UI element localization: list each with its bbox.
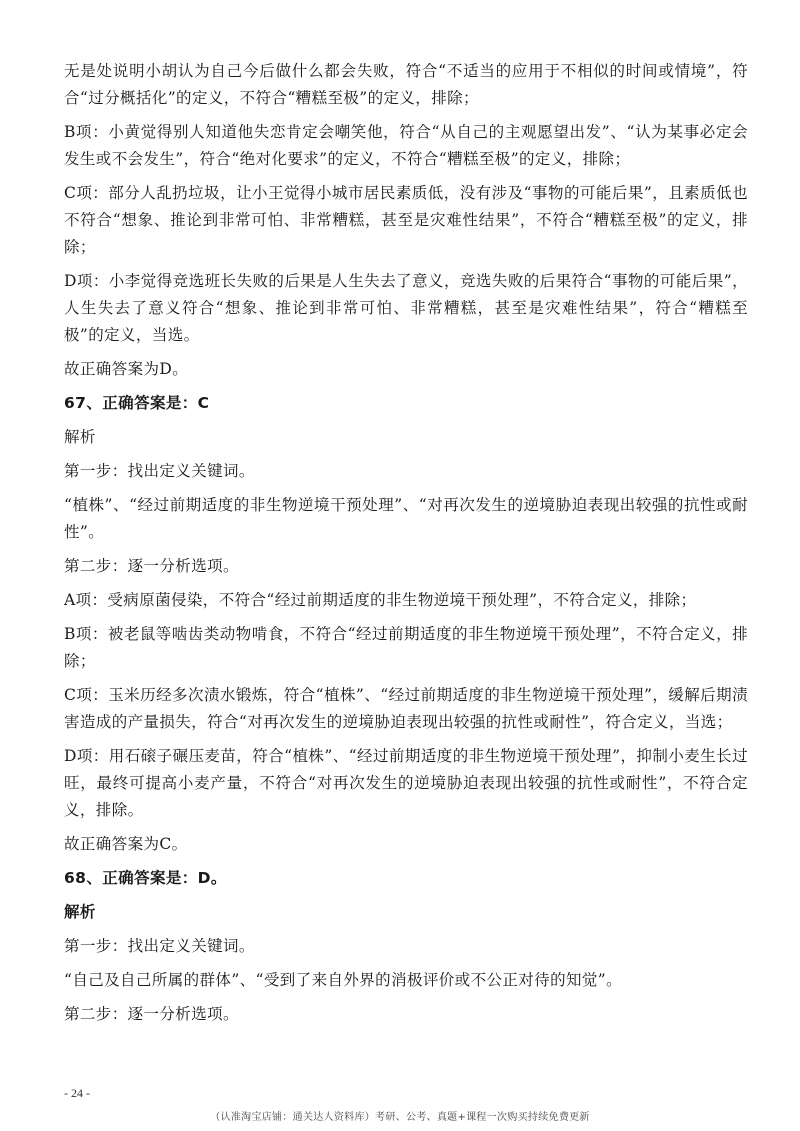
answer-line-66: 故正确答案为D。 <box>64 360 189 378</box>
option-a-67: A项：受病原菌侵染，不符合“经过前期适度的非生物逆境干预处理”，不符合定义，排除； <box>64 591 697 609</box>
question-68-answer-heading: 68、正确答案是：D。 <box>64 869 227 887</box>
question-67-answer-heading: 67、正确答案是：C <box>64 394 210 412</box>
step-one-67: 第一步：找出定义关键词。 <box>64 462 255 480</box>
step-two-68: 第二步：逐一分析选项。 <box>64 1005 239 1023</box>
paragraph-option-a-conclusion: 无是处说明小胡认为自己今后做什么都会失败，符合“不适当的应用于不相似的时间或情境”，符合“过分概括化”的定义，不符合“糟糕至极”的定义，排除； <box>64 62 748 107</box>
keywords-67: “植株”、“经过前期适度的非生物逆境干预处理”、“对再次发生的逆境胁迫表现出较强的抗性或耐性”。 <box>64 496 748 541</box>
analysis-label-67: 解析 <box>64 428 96 446</box>
step-two-67: 第二步：逐一分析选项。 <box>64 557 239 575</box>
step-one-68: 第一步：找出定义关键词。 <box>64 937 255 955</box>
option-c-67: C项：玉米历经多次渍水锻炼，符合“植株”、“经过前期适度的非生物逆境干预处理”，缓解后期渍害造成的产量损失，符合“对再次发生的逆境胁迫表现出较强的抗性或耐性”，符合定义，当选； <box>64 686 748 731</box>
option-d-67: D项：用石磙子碾压麦苗，符合“植株”、“经过前期适度的非生物逆境干预处理”，抑制小麦生长过旺，最终可提高小麦产量，不符合“对再次发生的逆境胁迫表现出较强的抗性或耐性”，不符合定义，排除。 <box>64 747 748 819</box>
document-body <box>64 58 748 1035</box>
paragraph-option-d: D项：小李觉得竞选班长失败的后果是人生失去了意义，竞选失败的后果符合“事物的可能后果”，人生失去了意义符合“想象、推论到非常可怕、非常糟糕，甚至是灾难性结果”，符合“糟糕至极”的定义，当选。 <box>64 272 748 344</box>
answer-line-67: 故正确答案为C。 <box>64 835 188 853</box>
footer-note: （认准淘宝店铺：通关达人资料库）考研、公考、真题+课程一次购买持续免费更新 <box>210 1112 590 1123</box>
analysis-label-68: 解析 <box>64 903 96 921</box>
keywords-68: “自己及自己所属的群体”、“受到了来自外界的消极评价或不公正对待的知觉”。 <box>64 971 622 989</box>
option-b-67: B项：被老鼠等啮齿类动物啃食，不符合“经过前期适度的非生物逆境干预处理”，不符合定义，排除； <box>64 625 748 670</box>
paragraph-option-c: C项：部分人乱扔垃圾，让小王觉得小城市居民素质低，没有涉及“事物的可能后果”，且素质低也不符合“想象、推论到非常可怕、非常糟糕，甚至是灾难性结果”，不符合“糟糕至极”的定义，排除； <box>64 184 748 256</box>
paragraph-option-b: B项：小黄觉得别人知道他失恋肯定会嘲笑他，符合“从自己的主观愿望出发”、“认为某事必定会发生或不会发生”，符合“绝对化要求”的定义，不符合“糟糕至极”的定义，排除； <box>64 123 748 168</box>
page-number: - 24 - <box>64 1086 90 1100</box>
